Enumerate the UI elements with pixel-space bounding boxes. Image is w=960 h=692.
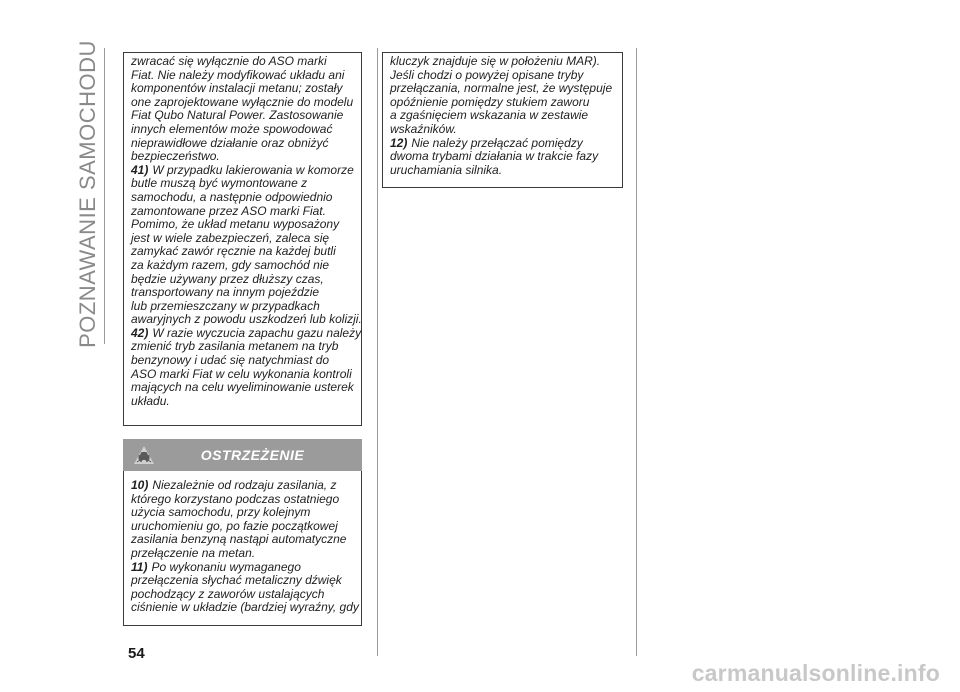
text-line: wskaźników. bbox=[390, 121, 457, 136]
text-line: one zaprojektowane wyłącznie do modelu bbox=[131, 94, 354, 109]
note-number: 11) bbox=[131, 559, 148, 574]
note-41 bbox=[131, 164, 361, 327]
text-line: dwoma trybami działania w trakcie fazy bbox=[390, 149, 599, 164]
page-number: 54 bbox=[128, 645, 145, 662]
text-line: W przypadku lakierowania w komorze bbox=[152, 162, 354, 177]
text-line: jest w wiele zabezpieczeń, zaleca się bbox=[131, 230, 330, 245]
text-line: za każdym razem, gdy samochód nie bbox=[131, 257, 330, 272]
text-line: ciśnienie w układzie (bardziej wyraźny, gdy bbox=[131, 600, 359, 615]
text-line: zwracać się wyłącznie do ASO marki bbox=[131, 54, 327, 68]
text-line: uruchamiania silnika. bbox=[390, 162, 503, 177]
text-line: lub przemieszczany w przypadkach bbox=[131, 298, 320, 313]
text-line: przełączenie na metan. bbox=[131, 545, 256, 560]
column-divider-2 bbox=[636, 48, 637, 656]
text-line: uruchomieniu go, po fazie początkowej bbox=[131, 518, 338, 533]
warning-box bbox=[123, 440, 362, 626]
note-42 bbox=[131, 327, 361, 409]
side-divider bbox=[104, 48, 105, 344]
notes-box-right bbox=[382, 52, 623, 188]
watermark: carmanualsonline.info bbox=[691, 660, 940, 686]
notes-box-left bbox=[123, 52, 362, 426]
text-line: przełączania, normalne jest, że występuje bbox=[390, 81, 613, 96]
warning-title: OSTRZEŻENIE bbox=[200, 447, 305, 463]
text-line: zamontowane przez ASO marki Fiat. bbox=[131, 203, 326, 218]
text-line: mających na celu wyeliminowanie usterek bbox=[131, 380, 354, 395]
warning-header bbox=[123, 439, 362, 471]
text-line: awaryjnych z powodu uszkodzeń lub kolizji. bbox=[131, 312, 362, 327]
text-line: innych elementów może spowodować bbox=[131, 121, 333, 136]
note-number: 42) bbox=[131, 325, 149, 340]
text-line: W razie wyczucia zapachu gazu należy bbox=[152, 325, 362, 340]
text-line: komponentów instalacji metanu; zostały bbox=[131, 81, 343, 96]
text-line: Niezależnie od rodzaju zasilania, z bbox=[152, 478, 337, 492]
text-line: zasilania benzyną nastąpi automatyczne bbox=[131, 532, 347, 547]
text-line: transportowany na innym pojeździe bbox=[131, 285, 320, 300]
text-line: nieprawidłowe działanie oraz obniżyć bbox=[131, 135, 329, 150]
text-line: a zgaśnięciem wskazania w zestawie bbox=[390, 108, 589, 123]
text-line: użycia samochodu, przy kolejnym bbox=[131, 505, 311, 520]
text-line: którego korzystano podczas ostatniego bbox=[131, 491, 340, 506]
text-line: pochodzący z zaworów ustalających bbox=[131, 586, 325, 601]
text-line: bezpieczeństwo. bbox=[131, 149, 220, 164]
text-line: Po wykonaniu wymaganego bbox=[151, 559, 301, 574]
text-line: Pomimo, że układ metanu wyposażony bbox=[131, 217, 340, 232]
column-divider-1 bbox=[377, 48, 378, 656]
text-line: kluczyk znajduje się w położeniu MAR). bbox=[390, 54, 601, 68]
text-line: opóźnienie pomiędzy stukiem zaworu bbox=[390, 94, 590, 109]
note-10 bbox=[131, 479, 361, 561]
text-line: zamykać zawór ręcznie na każdej butli bbox=[131, 244, 336, 259]
text-line: będzie używany przez dłuższy czas, bbox=[131, 271, 324, 286]
section-title-text: POZNAWANIE SAMOCHODU bbox=[75, 40, 101, 348]
text-line: układu. bbox=[131, 393, 170, 408]
note-number: 12) bbox=[390, 135, 408, 150]
text-line: Jeśli chodzi o powyżej opisane tryby bbox=[390, 67, 584, 82]
continued-paragraph bbox=[390, 55, 622, 137]
text-line: przełączenia słychać metaliczny dźwięk bbox=[131, 573, 342, 588]
text-line: ASO marki Fiat w celu wykonania kontroli bbox=[131, 366, 352, 381]
text-line: Nie należy przełączać pomiędzy bbox=[411, 135, 583, 150]
text-line: samochodu, a następnie odpowiednio bbox=[131, 189, 333, 204]
note-number: 41) bbox=[131, 162, 149, 177]
text-line: Fiat Qubo Natural Power. Zastosowanie bbox=[131, 108, 344, 123]
warning-body bbox=[124, 471, 361, 615]
text-line: butle muszą być wymontowane z bbox=[131, 176, 308, 191]
text-line: Fiat. Nie należy modyfikować układu ani bbox=[131, 67, 345, 82]
note-12 bbox=[390, 137, 622, 178]
section-title bbox=[70, 40, 106, 348]
text-line: zmienić tryb zasilania metanem na tryb bbox=[131, 339, 339, 354]
text-line: benzynowy i udać się natychmiast do bbox=[131, 353, 330, 368]
note-11 bbox=[131, 561, 361, 615]
note-number: 10) bbox=[131, 478, 149, 492]
continued-paragraph bbox=[131, 55, 361, 164]
